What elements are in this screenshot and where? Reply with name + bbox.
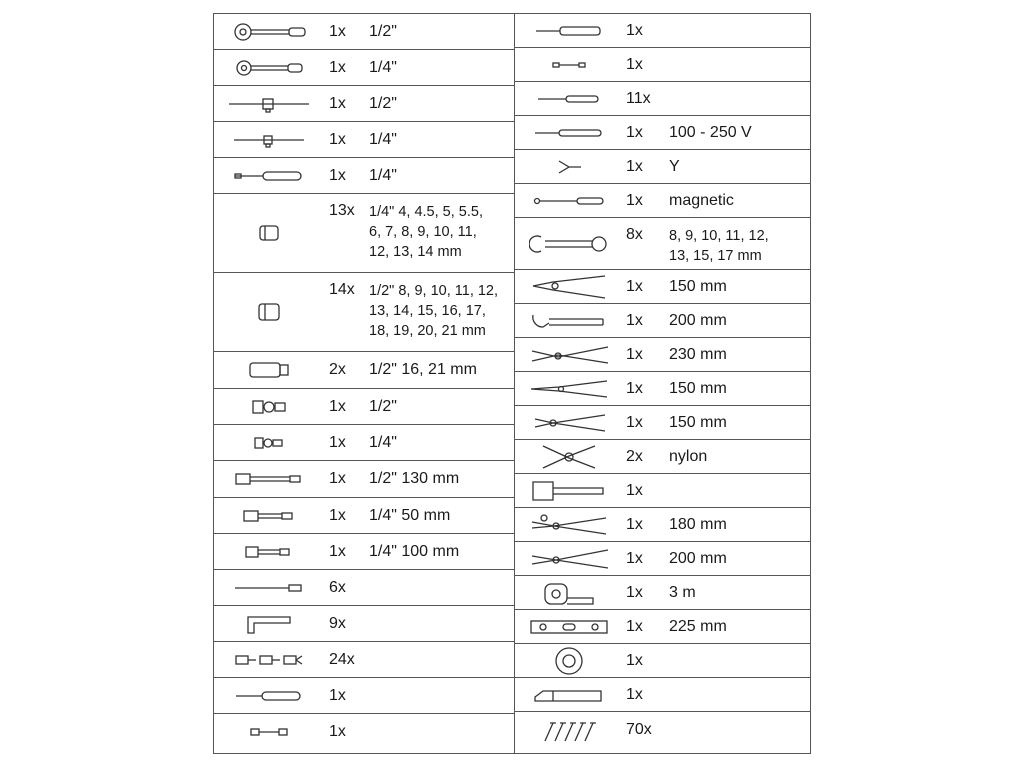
description-text: 100 - 250 V — [669, 123, 752, 141]
description — [669, 82, 806, 115]
description-text: 150 mm — [669, 277, 727, 295]
table-row — [214, 678, 514, 714]
quantity: 1x — [329, 470, 346, 487]
extension-bar-large-icon — [214, 461, 324, 497]
description — [369, 273, 510, 351]
description-text: 1/2" 130 mm — [369, 470, 460, 487]
table-row — [214, 273, 514, 352]
table-row — [514, 474, 810, 508]
quantity: 1x — [329, 130, 346, 148]
quantity: 1x — [329, 542, 346, 560]
side-cutter-pliers-icon — [514, 270, 624, 303]
quantity: 1x — [626, 157, 643, 175]
table-row — [214, 642, 514, 678]
description-text: 200 mm — [669, 311, 727, 329]
table-row — [214, 14, 514, 50]
table-row — [214, 425, 514, 461]
t-handle-small-icon — [214, 122, 324, 157]
table-row — [514, 304, 810, 338]
description — [369, 570, 510, 605]
description-text: 230 mm — [669, 345, 727, 363]
description — [669, 678, 806, 711]
quantity: 13x — [329, 202, 355, 219]
description-text: 1/4" 100 mm — [369, 542, 460, 560]
table-row — [514, 678, 810, 712]
quantity: 2x — [626, 447, 643, 465]
quantity: 1x — [626, 515, 643, 533]
bit-adapter-icon — [214, 714, 324, 750]
description — [369, 352, 510, 388]
locking-pliers-icon — [514, 508, 624, 541]
description — [369, 389, 510, 424]
description — [369, 50, 510, 85]
description-text: 200 mm — [669, 549, 727, 567]
bit-holder-icon — [514, 48, 624, 81]
quantity: 1x — [329, 723, 346, 740]
table-row — [214, 606, 514, 642]
quantity: 1x — [626, 413, 643, 431]
description-text: Y — [669, 157, 680, 175]
description — [369, 642, 510, 677]
description — [369, 158, 510, 193]
table-row — [514, 406, 810, 440]
extension-bar-short-icon — [214, 498, 324, 533]
description — [669, 14, 806, 47]
description — [369, 425, 510, 460]
ratchet-small-icon — [214, 50, 324, 85]
table-row — [214, 122, 514, 158]
quantity: 1x — [626, 123, 643, 141]
description — [669, 474, 806, 507]
description — [669, 406, 806, 439]
description — [669, 644, 806, 677]
table-row — [214, 158, 514, 194]
bit-holder-handle-icon — [214, 678, 324, 713]
table-row — [214, 194, 514, 273]
right-column — [514, 14, 810, 753]
spring-clamp-icon — [514, 440, 624, 473]
description — [669, 304, 806, 337]
description — [669, 508, 806, 541]
description-text: 1/4" 50 mm — [369, 506, 451, 524]
description-text: 1/2" 16, 21 mm — [369, 361, 477, 378]
table-row — [514, 338, 810, 372]
description-text: 1/4" 4, 4.5, 5, 5.5, 6, 7, 8, 9, 10, 11, 12, 13, 14 mm — [369, 204, 483, 260]
description — [669, 372, 806, 405]
insulating-tape-icon — [514, 644, 624, 677]
table-row — [514, 712, 810, 748]
quantity: 1x — [626, 379, 643, 397]
description-text: nylon — [669, 447, 708, 465]
magnetic-pickup-icon — [514, 184, 624, 217]
y-wrench-icon — [514, 150, 624, 183]
quantity: 1x — [329, 397, 346, 415]
description — [369, 534, 510, 569]
table-row — [214, 461, 514, 498]
description — [369, 678, 510, 713]
quantity: 1x — [329, 686, 346, 704]
quantity: 14x — [329, 281, 355, 298]
universal-joint-small-icon — [214, 425, 324, 460]
quantity: 1x — [626, 277, 643, 295]
description — [669, 218, 806, 269]
spark-plug-socket-icon — [214, 352, 324, 388]
description-text: 225 mm — [669, 617, 727, 635]
description — [669, 542, 806, 575]
description — [669, 338, 806, 371]
quantity: 1x — [626, 617, 643, 635]
description — [669, 270, 806, 303]
table-row — [514, 48, 810, 82]
t-handle-large-icon — [214, 86, 324, 121]
table-row — [514, 270, 810, 304]
tape-measure-icon — [514, 576, 624, 609]
quantity: 2x — [329, 361, 346, 378]
table-row — [514, 576, 810, 610]
table-row — [214, 86, 514, 122]
quantity: 8x — [626, 226, 643, 243]
table-row — [514, 150, 810, 184]
table-row — [214, 352, 514, 389]
combination-pliers-icon — [514, 542, 624, 575]
quantity: 1x — [329, 433, 346, 451]
table-row — [514, 116, 810, 150]
quantity: 1x — [626, 191, 643, 209]
description-text: 1/2" — [369, 22, 397, 40]
description — [369, 194, 510, 272]
quantity: 1x — [329, 166, 346, 184]
adjustable-wrench-icon — [514, 304, 624, 337]
description — [369, 14, 510, 49]
table-row — [514, 184, 810, 218]
quantity: 6x — [329, 578, 346, 596]
precision-screwdriver-icon — [514, 82, 624, 115]
description-text: 3 m — [669, 583, 696, 601]
spirit-level-icon — [514, 610, 624, 643]
table-row — [214, 534, 514, 570]
quantity: 1x — [626, 311, 643, 329]
table-row — [514, 644, 810, 678]
screwdriver-icon — [514, 14, 624, 47]
description — [669, 48, 806, 81]
table-row — [514, 542, 810, 576]
table-row — [514, 14, 810, 48]
description — [369, 606, 510, 641]
diagonal-pliers-icon — [514, 406, 624, 439]
socket-large-icon — [214, 273, 324, 351]
quantity: 1x — [329, 506, 346, 524]
table-row — [514, 440, 810, 474]
voltage-tester-icon — [514, 116, 624, 149]
combination-wrench-icon — [514, 218, 624, 269]
description — [669, 440, 806, 473]
quantity: 1x — [329, 58, 346, 76]
quantity: 1x — [329, 94, 346, 112]
quantity: 1x — [626, 345, 643, 363]
table-row — [214, 498, 514, 534]
description — [369, 86, 510, 121]
description-text: magnetic — [669, 191, 734, 209]
table-row — [214, 389, 514, 425]
quantity: 70x — [626, 721, 652, 738]
water-pump-pliers-icon — [514, 338, 624, 371]
long-bit-icon — [214, 570, 324, 605]
description — [669, 184, 806, 217]
screws-icon — [514, 712, 624, 748]
description-text: 1/4" — [369, 58, 397, 76]
table-row — [214, 714, 514, 750]
description — [369, 498, 510, 533]
ratchet-large-icon — [214, 14, 324, 49]
universal-joint-large-icon — [214, 389, 324, 424]
description-text: 1/2" — [369, 397, 397, 415]
quantity: 1x — [626, 21, 643, 39]
screwdriver-bits-icon — [214, 642, 324, 677]
left-column — [214, 14, 515, 753]
description — [669, 576, 806, 609]
description — [669, 712, 806, 748]
table-row — [514, 372, 810, 406]
description — [369, 714, 510, 750]
hammer-icon — [514, 474, 624, 507]
tool-set-contents-table — [213, 13, 811, 754]
quantity: 1x — [626, 549, 643, 567]
quantity: 1x — [626, 55, 643, 73]
description-text: 1/4" — [369, 166, 397, 184]
table-row — [514, 82, 810, 116]
description-text: 1/4" — [369, 130, 397, 148]
description — [669, 116, 806, 149]
quantity: 1x — [626, 685, 643, 703]
description-text: 8, 9, 10, 11, 12, 13, 15, 17 mm — [669, 228, 769, 264]
table-row — [214, 570, 514, 606]
description-text: 1/2" — [369, 94, 397, 112]
description — [369, 461, 510, 497]
quantity: 24x — [329, 650, 355, 668]
description-text: 1/4" — [369, 433, 397, 451]
extension-bar-small-icon — [214, 534, 324, 569]
description-text: 150 mm — [669, 413, 727, 431]
spinner-handle-icon — [214, 158, 324, 193]
table-row — [514, 508, 810, 542]
description — [369, 122, 510, 157]
quantity: 11x — [626, 89, 651, 107]
table-row — [214, 50, 514, 86]
quantity: 9x — [329, 614, 346, 632]
quantity: 1x — [626, 583, 643, 601]
quantity: 1x — [626, 651, 643, 669]
description-text: 180 mm — [669, 515, 727, 533]
table-row — [514, 610, 810, 644]
description — [669, 150, 806, 183]
long-nose-pliers-icon — [514, 372, 624, 405]
description-text: 150 mm — [669, 379, 727, 397]
utility-knife-icon — [514, 678, 624, 711]
quantity: 1x — [329, 22, 346, 40]
description — [669, 610, 806, 643]
socket-small-icon — [214, 194, 324, 272]
hex-key-icon — [214, 606, 324, 641]
table-row — [514, 218, 810, 270]
quantity: 1x — [626, 481, 643, 499]
description-text: 1/2" 8, 9, 10, 11, 12, 13, 14, 15, 16, 17, 18, 19, 20, 21 mm — [369, 283, 499, 339]
